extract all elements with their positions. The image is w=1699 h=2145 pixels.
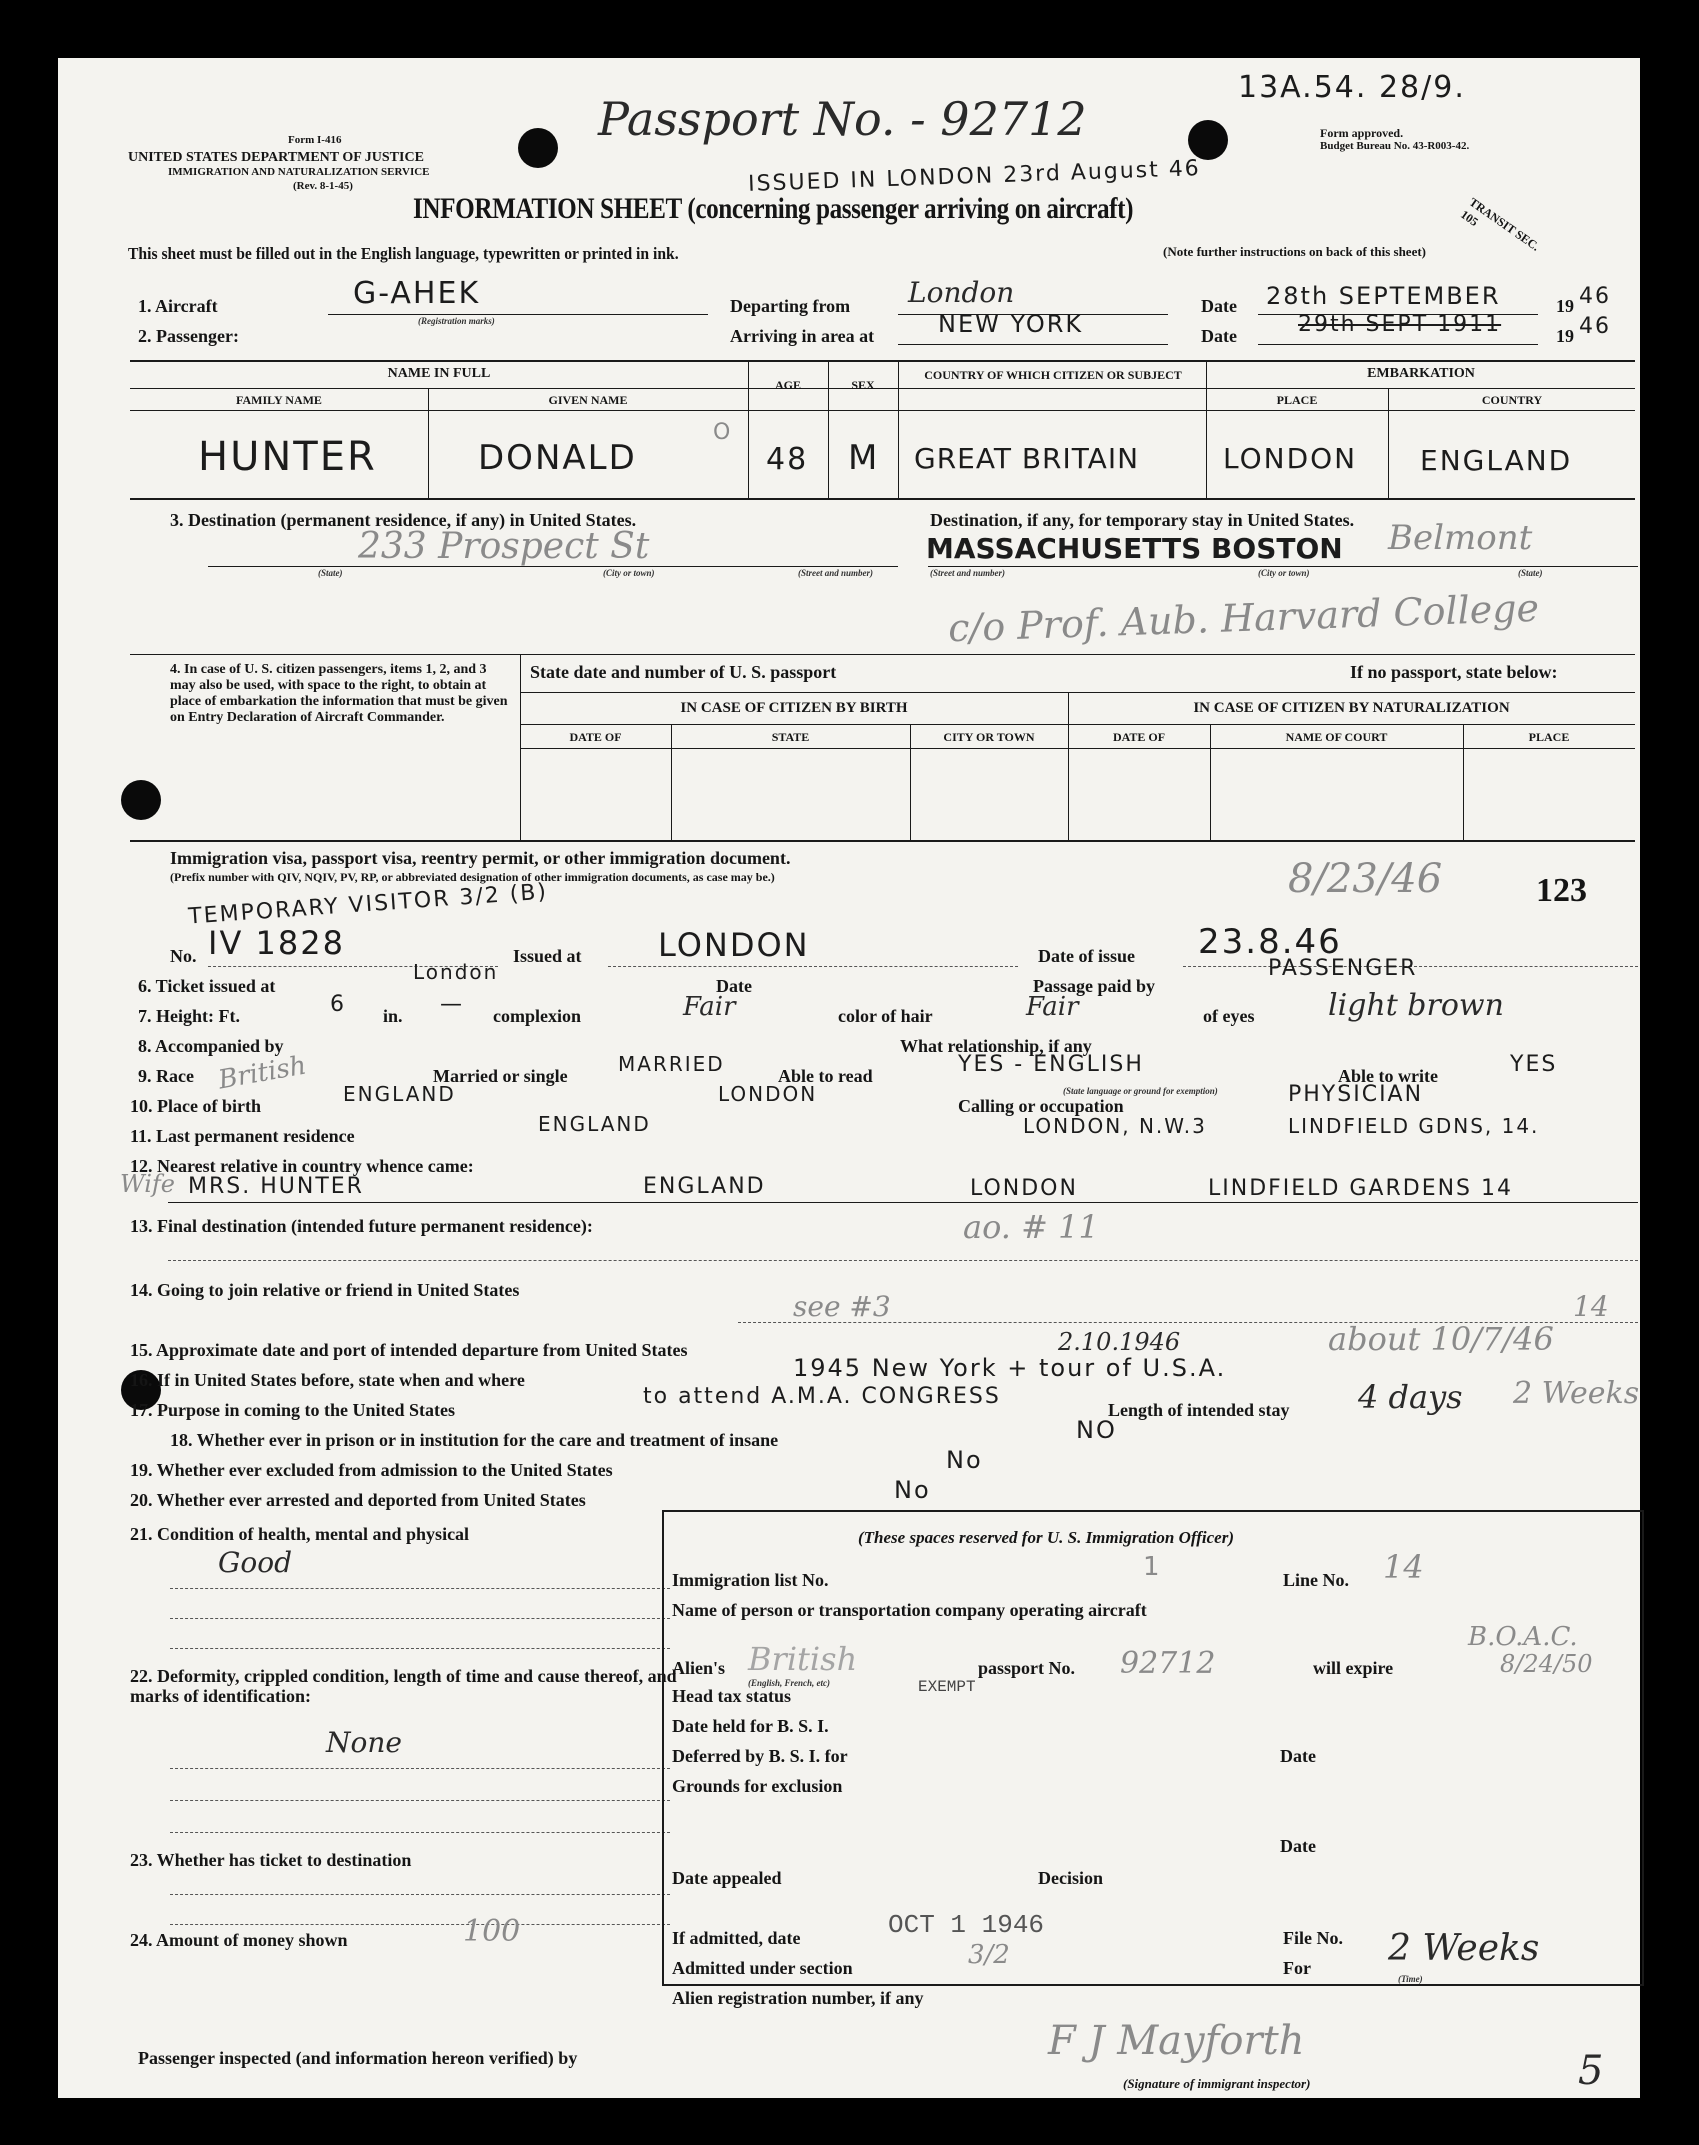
f17-stay-extra: 2 Weeks: [1513, 1376, 1640, 1411]
grounds-date-label: Date: [1280, 1836, 1316, 1856]
birth-date-header: DATE OF: [569, 730, 622, 744]
alien-label: Alien's: [672, 1658, 726, 1678]
f9-read-label: Able to read: [778, 1066, 873, 1086]
f10-country: ENGLAND: [343, 1082, 456, 1106]
f7-in-label: in.: [383, 1006, 403, 1026]
punch-hole: [1188, 120, 1228, 160]
page-number: 5: [1578, 2048, 1604, 2094]
back-note: (Note further instructions on back of this sheet): [1163, 244, 1426, 259]
f7-hair-label: color of hair: [838, 1006, 933, 1026]
grounds-label: Grounds for exclusion: [672, 1776, 843, 1796]
for-value: 2 Weeks: [1388, 1928, 1540, 1969]
temp-visitor: TEMPORARY VISITOR 3/2 (B): [187, 879, 549, 930]
f16-value: 1945 New York + tour of U.S.A.: [793, 1354, 1227, 1382]
given-name-mark: O: [713, 420, 733, 445]
country2-value: ENGLAND: [1420, 444, 1573, 477]
f8-rel-label: What relationship, if any: [900, 1036, 1092, 1056]
f10-city: LONDON: [718, 1082, 818, 1106]
age-value: 48: [766, 442, 809, 477]
line-value: 14: [1383, 1548, 1424, 1586]
f18-value: NO: [1076, 1416, 1117, 1444]
issued-at-label: Issued at: [513, 946, 582, 966]
issue-date-label: Date of issue: [1038, 946, 1135, 966]
punch-hole: [121, 780, 161, 820]
time-sub: (Time): [1398, 1974, 1423, 1984]
expire-value: 8/24/50: [1500, 1650, 1593, 1678]
f13-label: 13. Final destination (intended future permanent residence):: [130, 1216, 593, 1236]
f14-num: 14: [1573, 1290, 1609, 1323]
f9-read-sub: (State language or ground for exemption): [1063, 1086, 1218, 1096]
f17-value: to attend A.M.A. CONGRESS: [643, 1384, 1001, 1409]
admitted-value: OCT 1 1946: [888, 1910, 1045, 1940]
issue-date-value: 23.8.46: [1198, 922, 1342, 962]
year-prefix-2: 19: [1556, 326, 1574, 346]
instructions: This sheet must be filled out in the English language, typewritten or printed in ink.: [128, 244, 679, 263]
f9-write-label: Able to write: [1338, 1066, 1438, 1086]
family-name-header: FAMILY NAME: [236, 393, 322, 407]
country-value: GREAT BRITAIN: [914, 442, 1140, 475]
expire-label: will expire: [1313, 1658, 1394, 1678]
budget-number: Budget Bureau No. 43-R003-42.: [1320, 140, 1470, 152]
sex-header: SEX: [851, 378, 875, 392]
temp-destination-extra: Belmont: [1388, 518, 1533, 558]
destination-value: 233 Prospect St: [358, 526, 650, 567]
f6-paid-label: Passage paid by: [1033, 976, 1156, 996]
list-label: Immigration list No.: [672, 1570, 829, 1590]
list-value: 1: [1143, 1552, 1162, 1582]
f12-name: MRS. HUNTER: [188, 1174, 364, 1199]
f13-value: ao. # 11: [963, 1208, 1099, 1246]
line-label: Line No.: [1283, 1570, 1350, 1590]
aircraft-value: G-AHEK: [353, 276, 481, 311]
visa-date-note: 8/23/46: [1288, 856, 1443, 902]
deferred-date-label: Date: [1280, 1746, 1316, 1766]
f7-eyes-value: light brown: [1328, 988, 1504, 1023]
issued-annotation: ISSUED IN LONDON 23rd August 46: [747, 156, 1202, 197]
given-name-header: GIVEN NAME: [548, 393, 628, 407]
f12-label: 12. Nearest relative in country whence came:: [130, 1156, 474, 1176]
embarkation-header: EMBARKATION: [1367, 366, 1475, 381]
f6-date-label: Date: [716, 976, 752, 996]
f19-value: No: [946, 1446, 983, 1474]
headtax-value: EXEMPT: [918, 1678, 976, 1696]
citizen-nat-header: IN CASE OF CITIZEN BY NATURALIZATION: [1193, 700, 1510, 716]
arrive-year: 46: [1579, 314, 1611, 339]
f24-label: 24. Amount of money shown: [130, 1930, 348, 1950]
registration-sub: (Registration marks): [418, 316, 495, 326]
officer-box-title: (These spaces reserved for U. S. Immigration Officer): [858, 1528, 1235, 1547]
immigration-doc-label: Immigration visa, passport visa, reentry permit, or other immigration document.: [170, 848, 791, 868]
f16-label: 16. If in United States before, state when and where: [130, 1370, 525, 1390]
f15-label: 15. Approximate date and port of intended departure from United States: [130, 1340, 688, 1360]
f23-label: 23. Whether has ticket to destination: [130, 1850, 412, 1870]
passport-no-value: 92712: [1120, 1646, 1216, 1681]
inspector-signature: F J Mayforth: [1048, 2018, 1305, 2064]
decision-label: Decision: [1038, 1868, 1103, 1888]
issued-at-value: LONDON: [658, 926, 810, 964]
f10-label: 10. Place of birth: [130, 1096, 261, 1116]
birth-city-header: CITY OR TOWN: [943, 730, 1035, 744]
punch-hole: [518, 128, 558, 168]
section-label: Admitted under section: [672, 1958, 853, 1978]
f9-label: 9. Race: [138, 1066, 194, 1086]
departing-label: Departing from: [730, 296, 851, 316]
transit-stamp: TRANSIT SEC. 105: [1458, 194, 1543, 254]
f12-street: LINDFIELD GARDENS 14: [1208, 1176, 1514, 1201]
admitted-label: If admitted, date: [672, 1928, 801, 1948]
f11-street: LINDFIELD GDNS, 14.: [1288, 1114, 1540, 1138]
f6-paid-value: PASSENGER: [1268, 956, 1418, 981]
f9-married-label: Married or single: [433, 1066, 568, 1086]
birth-state-header: STATE: [771, 730, 810, 744]
file-label: File No.: [1283, 1928, 1343, 1948]
age-header: AGE: [774, 378, 801, 392]
f21-value: Good: [218, 1546, 293, 1579]
section-value: 3/2: [968, 1940, 1010, 1970]
depart-year: 46: [1579, 284, 1611, 309]
f15-value2: about 10/7/46: [1328, 1320, 1554, 1358]
arriving-value: NEW YORK: [938, 310, 1084, 338]
agency-line-1: UNITED STATES DEPARTMENT OF JUSTICE: [128, 150, 424, 165]
agency-line-2: IMMIGRATION AND NATURALIZATION SERVICE: [168, 166, 430, 178]
f12-city: LONDON: [970, 1176, 1078, 1201]
dest-state-sub: (State): [318, 568, 343, 578]
f9-write-value: YES: [1510, 1052, 1558, 1077]
reference-number: 13A.54. 28/9.: [1238, 70, 1466, 105]
visa-number: 123: [1536, 872, 1587, 909]
given-name-value: DONALD: [478, 438, 637, 478]
arrive-date-value: 29th SEPT 1911: [1298, 312, 1502, 337]
nat-court-header: NAME OF COURT: [1285, 730, 1388, 744]
aircraft-label: 1. Aircraft: [138, 296, 218, 316]
depart-date-label: Date: [1201, 296, 1237, 316]
inspected-label: Passenger inspected (and information hereon verified) by: [138, 2048, 578, 2068]
temp-state-sub: (State): [1518, 568, 1543, 578]
f8-label: 8. Accompanied by: [138, 1036, 284, 1056]
sex-value: M: [848, 438, 880, 478]
f11-city: LONDON, N.W.3: [1023, 1114, 1207, 1138]
no-passport-label: If no passport, state below:: [1350, 662, 1558, 682]
f11-country: ENGLAND: [538, 1112, 651, 1136]
destination-note: c/o Prof. Aub. Harvard College: [947, 585, 1540, 651]
form-title: INFORMATION SHEET (concerning passenger arriving on aircraft): [413, 192, 1134, 225]
nat-date-header: DATE OF: [1112, 730, 1166, 744]
temp-street-sub: (Street and number): [930, 568, 1006, 578]
f9-married-value: MARRIED: [618, 1052, 725, 1076]
citizen-birth-header: IN CASE OF CITIZEN BY BIRTH: [680, 700, 908, 716]
revision: (Rev. 8-1-45): [293, 180, 353, 192]
passport-state-label: State date and number of U. S. passport: [530, 662, 837, 682]
f12-rel: Wife: [120, 1170, 176, 1198]
country2-header: COUNTRY: [1481, 393, 1543, 407]
f9-value: British: [216, 1050, 309, 1096]
form-approved: Form approved.: [1320, 126, 1404, 140]
company-value: B.O.A.C.: [1468, 1622, 1578, 1652]
alien-value: British: [748, 1640, 858, 1678]
f7-complexion-value: Fair: [683, 992, 736, 1022]
temp-city-sub: (City or town): [1258, 568, 1310, 578]
appealed-label: Date appealed: [672, 1868, 782, 1888]
family-name-value: HUNTER: [198, 434, 377, 480]
passport-no-label: passport No.: [978, 1658, 1076, 1678]
company-label: Name of person or transportation company operating aircraft: [672, 1600, 1147, 1620]
f9-read-value: YES - ENGLISH: [958, 1052, 1144, 1077]
visa-no-label: No.: [170, 946, 197, 966]
nat-place-header: PLACE: [1528, 730, 1570, 744]
citizen-note: 4. In case of U. S. citizen passengers, items 1, 2, and 3 may also be used, with space to the right, to obtain at place of embarkation the information that must be given on Entry Declaration of Aircraft Commander.: [170, 662, 508, 725]
visa-no-value: IV 1828: [208, 924, 345, 962]
year-prefix: 19: [1556, 296, 1574, 316]
f14-value: see #3: [793, 1290, 891, 1323]
signature-label: (Signature of immigrant inspector): [1123, 2076, 1311, 2091]
passenger-label: 2. Passenger:: [138, 326, 239, 346]
name-in-full-header: NAME IN FULL: [387, 366, 491, 381]
f7-in-value: —: [440, 992, 464, 1017]
f18-label: 18. Whether ever in prison or in institution for the care and treatment of insane: [170, 1430, 779, 1450]
headtax-label: Head tax status: [672, 1686, 792, 1706]
dest-city-sub: (City or town): [603, 568, 655, 578]
destination-label: 3. Destination (permanent residence, if any) in United States.: [170, 510, 637, 530]
depart-date-value: 28th SEPTEMBER: [1266, 282, 1501, 310]
f22-label: 22. Deformity, crippled condition, length of time and cause thereof, and marks of identification:: [130, 1666, 677, 1706]
arrive-date-label: Date: [1201, 326, 1237, 346]
f6-value: London: [413, 960, 499, 984]
f12-country: ENGLAND: [643, 1174, 766, 1199]
f7-complexion-label: complexion: [493, 1006, 581, 1026]
f10-calling-label: Calling or occupation: [958, 1096, 1124, 1116]
deferred-label: Deferred by B. S. I. for: [672, 1746, 848, 1766]
temp-destination-label: Destination, if any, for temporary stay in United States.: [930, 510, 1355, 530]
f7-hair-value: Fair: [1026, 992, 1079, 1022]
bsi-label: Date held for B. S. I.: [672, 1716, 829, 1736]
f21-label: 21. Condition of health, mental and physical: [130, 1524, 470, 1544]
f20-value: No: [894, 1476, 931, 1504]
arriving-label: Arriving in area at: [730, 326, 875, 346]
document-page: [58, 58, 1640, 2098]
alien-sub: (English, French, etc): [748, 1678, 831, 1688]
f24-value: 100: [463, 1914, 521, 1949]
f15-value: 2.10.1946: [1058, 1328, 1181, 1356]
form-number: Form I-416: [288, 134, 342, 146]
f11-label: 11. Last permanent residence: [130, 1126, 355, 1146]
immigration-doc-prefix: (Prefix number with QIV, NQIV, PV, RP, or abbreviated designation of other immigration documents, as case may be.): [170, 870, 775, 884]
passport-annotation: Passport No. - 92712: [598, 92, 1087, 146]
departing-value: London: [908, 276, 1015, 309]
f7-label: 7. Height: Ft.: [138, 1006, 240, 1026]
f7-ft-value: 6: [330, 992, 346, 1017]
place-value: LONDON: [1223, 442, 1358, 475]
alien-reg-label: Alien registration number, if any: [672, 1988, 924, 2008]
f17-stay-value: 4 days: [1358, 1378, 1463, 1416]
f7-eyes-label: of eyes: [1203, 1006, 1255, 1026]
f17-stay-label: Length of intended stay: [1108, 1400, 1290, 1420]
f10-calling-value: PHYSICIAN: [1288, 1082, 1424, 1107]
country-header: COUNTRY OF WHICH CITIZEN OR SUBJECT: [924, 368, 1182, 382]
f22-value: None: [326, 1726, 402, 1759]
temp-destination-value: MASSACHUSETTS BOSTON: [926, 532, 1343, 565]
f6-label: 6. Ticket issued at: [138, 976, 276, 996]
f14-label: 14. Going to join relative or friend in United States: [130, 1280, 520, 1300]
for-label: For: [1283, 1958, 1311, 1978]
f17-label: 17. Purpose in coming to the United States: [130, 1400, 455, 1420]
dest-street-sub: (Street and number): [798, 568, 874, 578]
place-header: PLACE: [1276, 393, 1318, 407]
f19-label: 19. Whether ever excluded from admission to the United States: [130, 1460, 613, 1480]
f20-label: 20. Whether ever arrested and deported from United States: [130, 1490, 586, 1510]
